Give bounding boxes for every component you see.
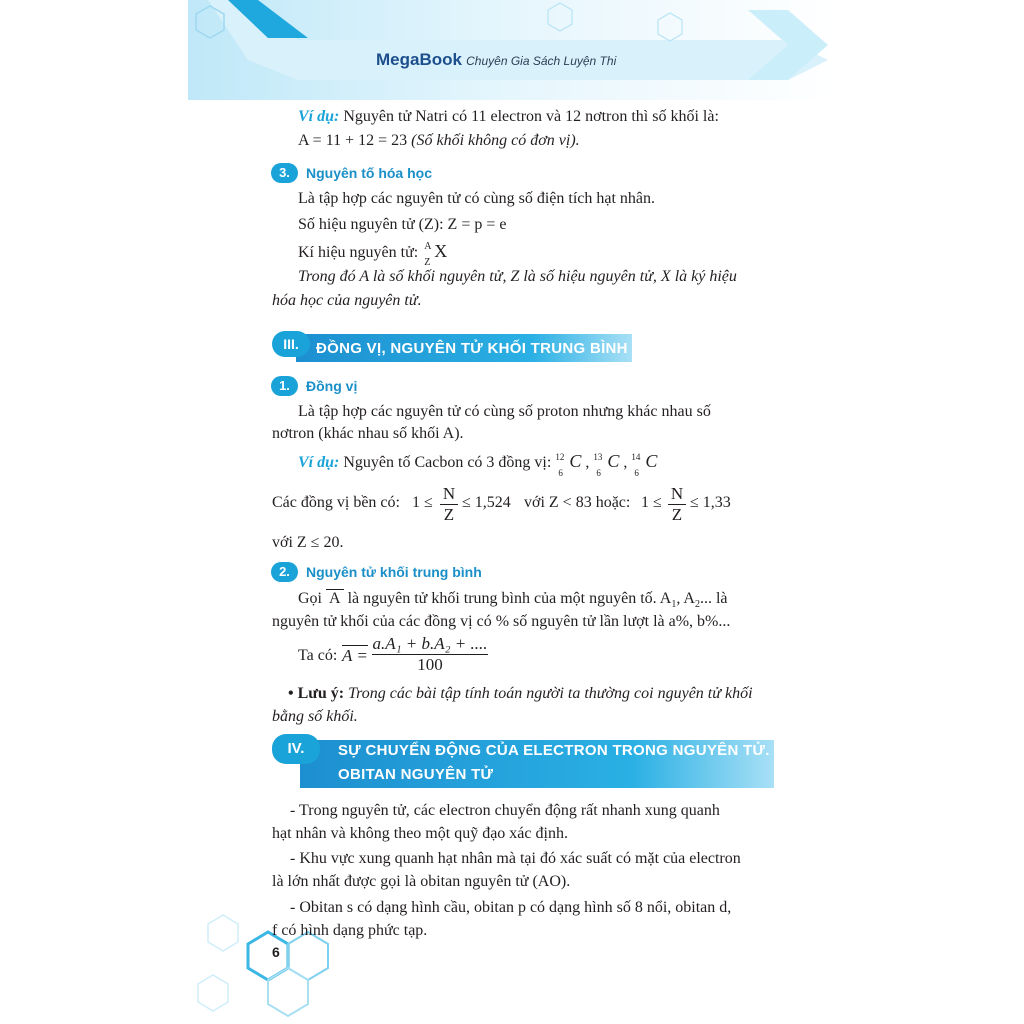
sub3-note1: Trong đó A là số khối nguyên tử, Z là số hiệu nguyên tử, X là ký hiệu [298, 268, 737, 285]
subsection-3-badge: 3. [271, 163, 298, 183]
sub1-line1: Là tập hợp các nguyên tử có cùng số proton nhưng khác nhau số [298, 403, 711, 420]
subsection-2-badge: 2. [271, 562, 298, 582]
isotope-1-symbol: C [569, 451, 582, 471]
average-mass-fraction [372, 634, 488, 675]
stable-label: Các đồng vị bền có: [272, 494, 400, 511]
n-over-z-fraction-1 [440, 484, 458, 525]
note-text-1: Trong các bài tập tính toán người ta thường coi nguyên tử khối [348, 685, 753, 702]
brand-tagline: Chuyên Gia Sách Luyện Thi [466, 54, 617, 68]
mass-index: A [424, 241, 432, 252]
isotope-2-z: 6 [596, 468, 601, 478]
section-3-title: ĐỒNG VỊ, NGUYÊN TỬ KHỐI TRUNG BÌNH [316, 340, 628, 357]
a-bar: A [326, 589, 344, 607]
abar-formula [342, 645, 368, 667]
formula: A = 11 + 12 = 23 [298, 132, 408, 149]
index-1: 1 [671, 599, 677, 611]
intro-formula [298, 130, 580, 152]
sec4-p2a: - Khu vực xung quanh hạt nhân mà tại đó xác suất có mặt của electron [290, 850, 741, 867]
isotope-2-symbol: C [607, 451, 620, 471]
subsection-3-title: Nguyên tố hóa học [306, 165, 432, 181]
page-number: 6 [272, 944, 280, 960]
condition-1: với Z < 83 hoặc: [524, 494, 631, 511]
ineq-right-2: ≤ 1,33 [690, 494, 731, 511]
isotope-1-indices [555, 450, 569, 478]
sec4-p2b: là lớn nhất được gọi là obitan nguyên tử (AO). [272, 873, 571, 890]
isotope-1-mass: 12 [555, 452, 565, 462]
example-text: Nguyên tử Natri có 11 electron và 12 nơtron thì số khối là: [343, 108, 719, 125]
section-3-badge: III. [272, 331, 310, 357]
symbol-label: Kí hiệu nguyên tử: [298, 244, 419, 261]
taco-label: Ta có: [298, 647, 338, 664]
sub3-line2: Số hiệu nguyên tử (Z): Z = p = e [298, 216, 507, 233]
section-4-title-line1: SỰ CHUYỂN ĐỘNG CỦA ELECTRON TRONG NGUYÊN TỬ. [338, 742, 770, 759]
ineq-left-2: 1 ≤ [641, 494, 662, 511]
nuclide-indices [422, 240, 434, 268]
isotope-1-z: 6 [558, 468, 563, 478]
isotope-3-mass: 14 [631, 452, 641, 462]
sub2-line2: nguyên tử khối của các đồng vị có % số nguyên tử lần lượt là a%, b%... [272, 613, 731, 630]
sub3-line3 [298, 240, 448, 268]
example-label: Ví dụ: [298, 108, 340, 125]
average-mass-numerator: a.A₁ + b.A₂ + .... [372, 634, 488, 653]
sec4-p1b: hạt nhân và không theo một quỹ đạo xác định. [272, 825, 568, 842]
subsection-2-title: Nguyên tử khối trung bình [306, 564, 482, 580]
atomic-index: Z [424, 257, 431, 268]
sub2-line1-end: ... là [699, 590, 728, 607]
note-line2: bằng số khối. [272, 708, 358, 725]
isotope-3-z: 6 [634, 468, 639, 478]
frac-1-num: N [442, 484, 456, 503]
isotope-2-indices [593, 450, 607, 478]
average-mass-denominator: 100 [417, 655, 443, 674]
subsection-1-title: Đồng vị [306, 378, 358, 394]
frac-1-den: Z [443, 505, 455, 524]
ineq-left-1: 1 ≤ [412, 494, 433, 511]
goi-text: Gọi [298, 590, 322, 607]
sub2-line1-comma: , A [676, 590, 695, 607]
section-4-title-line2: OBITAN NGUYÊN TỬ [338, 766, 494, 783]
section-4-badge: IV. [272, 734, 320, 764]
subsection-1-badge: 1. [271, 376, 298, 396]
example-text-2: Nguyên tố Cacbon có 3 đồng vị: [343, 454, 552, 471]
sec4-p1a: - Trong nguyên tử, các electron chuyển động rất nhanh xung quanh [290, 802, 720, 819]
note-label: • Lưu ý: [288, 685, 345, 702]
formula-note: (Số khối không có đơn vị). [411, 132, 580, 149]
frac-2-num: N [670, 484, 684, 503]
sub1-line2: nơtron (khác nhau số khối A). [272, 425, 464, 442]
isotope-3-symbol: C [645, 451, 658, 471]
isotope-2-mass: 13 [593, 452, 603, 462]
element-symbol: X [434, 241, 448, 261]
index-2: 2 [694, 599, 700, 611]
n-over-z-fraction-2 [668, 484, 686, 525]
isotope-3-indices [631, 450, 645, 478]
example-label-2: Ví dụ: [298, 454, 340, 471]
abar-equals: A = [342, 646, 368, 665]
sub3-note2: hóa học của nguyên tử. [272, 292, 422, 309]
megabook-logo: MegaBook [376, 50, 462, 69]
sub3-line1: Là tập hợp các nguyên tử có cùng số điện tích hạt nhân. [298, 190, 656, 207]
condition-2: với Z ≤ 20. [272, 534, 344, 551]
note-line1 [288, 683, 753, 705]
sec4-p3a: - Obitan s có dạng hình cầu, obitan p có dạng hình số 8 nổi, obitan d, [290, 899, 732, 916]
sec4-p3b: f có hình dạng phức tạp. [272, 922, 428, 939]
sub1-example: Ví dụ: Nguyên tố Cacbon có 3 đồng vị: 12 6 C , 13 6 C , 14 6 C [298, 450, 657, 474]
ineq-right-1: ≤ 1,524 [462, 494, 511, 511]
frac-2-den: Z [671, 505, 683, 524]
sub2-line1-text: là nguyên tử khối trung bình của một nguyên tố. A [347, 590, 672, 607]
intro-example [298, 106, 719, 128]
